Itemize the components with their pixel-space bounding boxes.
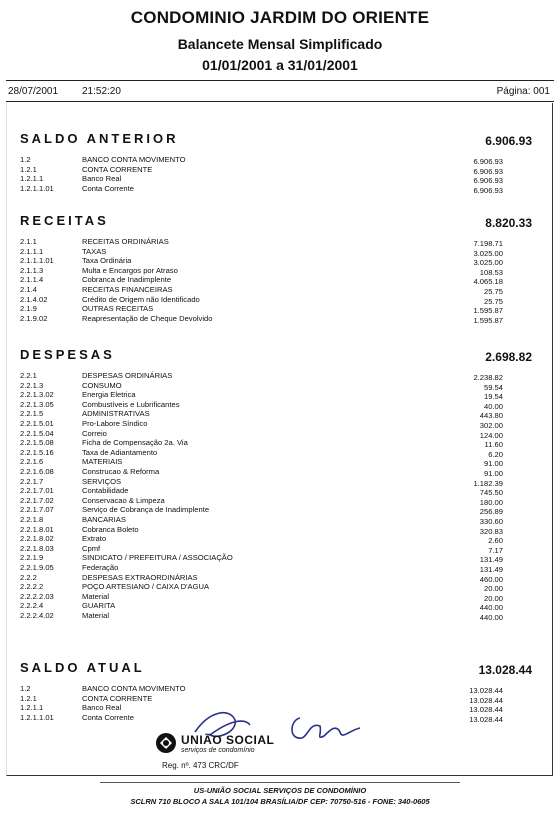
account-row — [0, 295, 560, 305]
account-row — [0, 381, 560, 391]
account-code: 2.1.1 — [20, 237, 37, 246]
account-value: 1.595.87 — [473, 315, 503, 325]
logo-mark-icon — [155, 732, 177, 754]
section-total: 2.698.82 — [485, 350, 532, 364]
account-code: 2.2.1.5.04 — [20, 428, 54, 438]
account-row — [0, 266, 560, 276]
account-value: 25.75 — [483, 296, 503, 306]
account-code: 1.2.1.1 — [20, 174, 44, 184]
account-value: 6.906.93 — [473, 176, 503, 186]
account-description: CONTA CORRENTE — [82, 164, 153, 174]
account-row — [0, 285, 560, 295]
account-row — [0, 611, 560, 621]
account-description: Serviço de Cobrança de Inadimplente — [82, 505, 210, 515]
account-code: 2.2.1.7.07 — [20, 505, 54, 515]
account-value: 180.00 — [479, 497, 503, 507]
account-row — [0, 684, 560, 694]
account-row — [0, 429, 560, 439]
account-description: BANCO CONTA MOVIMENTO — [82, 155, 186, 164]
account-description: Correio — [82, 428, 107, 438]
account-description: CONSUMO — [82, 380, 122, 390]
account-description: BANCO CONTA MOVIMENTO — [82, 684, 186, 693]
account-value: 40.00 — [483, 401, 503, 411]
account-code: 1.2.1.1 — [20, 703, 44, 713]
account-code: 2.2.1.8.02 — [20, 534, 54, 544]
account-row — [0, 496, 560, 506]
account-row — [0, 457, 560, 467]
account-description: Banco Real — [82, 174, 122, 184]
account-code: 2.2.2 — [20, 572, 37, 582]
account-description: Conta Corrente — [82, 712, 134, 722]
account-code: 2.2.1.5.16 — [20, 447, 54, 457]
account-value: 1.595.87 — [473, 306, 503, 316]
account-row — [0, 448, 560, 458]
account-row — [0, 400, 560, 410]
section-title: RECEITAS — [20, 213, 109, 228]
account-value: 91.00 — [483, 469, 503, 478]
account-description: Construcao & Reforma — [82, 467, 160, 476]
account-value: 3.025.00 — [473, 248, 503, 258]
account-value: 302.00 — [479, 421, 503, 430]
account-code: 2.2.2.2.03 — [20, 591, 54, 601]
account-value: 13.028.44 — [469, 705, 503, 715]
section-title: DESPESAS — [20, 347, 115, 362]
account-description: BANCARIAS — [82, 515, 126, 524]
account-value: 443.80 — [479, 411, 503, 421]
account-code: 1.2.1 — [20, 693, 37, 703]
account-row — [0, 467, 560, 477]
account-row — [0, 184, 560, 194]
account-description: Extrato — [82, 534, 107, 544]
account-value: 1.182.39 — [473, 478, 503, 488]
account-code: 2.1.4.02 — [20, 294, 48, 304]
account-value: 20.00 — [483, 593, 503, 603]
account-row — [0, 165, 560, 175]
account-row — [0, 438, 560, 448]
account-code: 2.2.1.5.01 — [20, 419, 54, 428]
account-description: Cobranca Boleto — [82, 524, 139, 534]
account-code: 2.2.1.5 — [20, 409, 44, 419]
account-code: 2.1.1.4 — [20, 275, 44, 285]
account-description: Contabilidade — [82, 486, 129, 496]
account-description: SINDICATO / PREFEITURA / ASSOCIAÇÃO — [82, 553, 233, 563]
account-code: 2.1.1.1 — [20, 246, 44, 256]
account-row — [0, 534, 560, 544]
account-row — [0, 155, 560, 165]
account-description: Cobranca de Inadimplente — [82, 275, 172, 285]
account-row — [0, 592, 560, 602]
account-description: MATERIAIS — [82, 457, 123, 467]
header-divider-bottom — [6, 101, 554, 102]
account-code: 2.2.1.8.03 — [20, 543, 54, 553]
account-code: 1.2 — [20, 155, 31, 164]
print-time: 21:52:20 — [82, 86, 121, 97]
account-code: 2.2.1.8 — [20, 515, 44, 524]
account-description: Federação — [82, 563, 119, 572]
account-row — [0, 371, 560, 381]
account-code: 1.2.1.1.01 — [20, 183, 54, 193]
registration-number: Reg. nº. 473 CRC/DF — [162, 761, 239, 770]
account-value: 131.49 — [479, 565, 503, 574]
account-value: 13.028.44 — [469, 695, 503, 705]
account-row — [0, 544, 560, 554]
section-total: 13.028.44 — [478, 663, 532, 677]
account-row — [0, 563, 560, 573]
account-code: 2.2.1.6 — [20, 457, 44, 467]
account-value: 6.906.93 — [473, 166, 503, 176]
account-description: Cpmf — [82, 543, 101, 553]
account-code: 2.2.1.3.02 — [20, 390, 54, 400]
account-description: Taxa Ordinária — [82, 256, 132, 266]
account-description: DESPESAS ORDINÁRIAS — [82, 371, 173, 380]
account-row — [0, 409, 560, 419]
account-value: 440.00 — [479, 603, 503, 613]
account-value: 7.17 — [488, 545, 503, 555]
condominium-title: CONDOMINIO JARDIM DO ORIENTE — [130, 8, 430, 27]
account-code: 2.2.1.3.05 — [20, 399, 54, 409]
account-description: RECEITAS FINANCEIRAS — [82, 285, 173, 294]
account-code: 2.2.1.8.01 — [20, 524, 54, 534]
account-value: 124.00 — [479, 430, 503, 440]
account-description: Combustíveis e Lubrificantes — [82, 399, 180, 409]
account-description: Multa e Encargos por Atraso — [82, 265, 178, 275]
account-description: Banco Real — [82, 703, 122, 713]
print-date: 28/07/2001 — [8, 86, 59, 97]
account-description: Reapresentação de Cheque Devolvido — [82, 313, 213, 323]
account-description: GUARITA — [82, 601, 116, 611]
account-row — [0, 247, 560, 257]
account-description: POÇO ARTESIANO / CAIXA D'AGUA — [82, 582, 210, 592]
account-row — [0, 601, 560, 611]
account-value: 460.00 — [479, 574, 503, 584]
account-code: 2.2.2.4 — [20, 601, 44, 611]
account-value: 6.20 — [488, 449, 503, 459]
account-row — [0, 256, 560, 266]
account-value: 19.54 — [483, 392, 503, 402]
account-code: 2.2.2.2 — [20, 582, 44, 592]
section-title: SALDO ATUAL — [20, 660, 145, 675]
account-code: 2.1.9 — [20, 304, 37, 314]
account-value: 330.60 — [479, 517, 503, 526]
account-description: OUTRAS RECEITAS — [82, 304, 154, 314]
account-value: 13.028.44 — [469, 714, 503, 724]
account-code: 2.1.4 — [20, 285, 37, 294]
account-value: 25.75 — [483, 287, 503, 296]
footer-address: SCLRN 710 BLOCO A SALA 101/104 BRASÍLIA/DF CEP: 70750-516 - FONE: 340-0605 — [130, 797, 430, 806]
account-code: 1.2.1.1.01 — [20, 712, 54, 722]
account-value: 11.60 — [484, 440, 503, 450]
account-code: 2.1.1.3 — [20, 265, 44, 275]
account-code: 2.2.1.6.08 — [20, 467, 54, 476]
account-description: Crédito de Origem não Identificado — [82, 294, 200, 304]
account-code: 2.1.9.02 — [20, 313, 48, 323]
account-description: TAXAS — [82, 246, 107, 256]
account-value: 440.00 — [479, 613, 503, 622]
account-value: 3.025.00 — [473, 258, 503, 268]
account-code: 2.2.1.9 — [20, 553, 44, 563]
account-value: 745.50 — [479, 488, 503, 498]
account-code: 2.2.2.4.02 — [20, 611, 54, 620]
footer-company: US-UNIÃO SOCIAL SERVIÇOS DE CONDOMÍNIO — [193, 786, 367, 795]
account-row — [0, 237, 560, 247]
account-description: Energia Eletrica — [82, 390, 136, 400]
account-description: DESPESAS EXTRAORDINÁRIAS — [82, 572, 198, 582]
header-divider-top — [6, 80, 554, 81]
account-row — [0, 174, 560, 184]
account-description: RECEITAS ORDINÁRIAS — [82, 237, 169, 246]
account-row — [0, 477, 560, 487]
account-row — [0, 275, 560, 285]
account-value: 7.198.71 — [473, 239, 503, 248]
account-row — [0, 304, 560, 314]
account-description: ADMINISTRATIVAS — [82, 409, 150, 419]
account-row — [0, 525, 560, 535]
account-description: SERVIÇOS — [82, 476, 122, 486]
account-value: 108.53 — [479, 267, 503, 277]
page-number: Página: 001 — [496, 86, 550, 97]
account-value: 59.54 — [483, 382, 503, 392]
logo-tagline: serviços de condomínio — [181, 747, 255, 754]
account-row — [0, 486, 560, 496]
account-code: 2.2.1.9.05 — [20, 563, 54, 572]
account-code: 2.2.1.7.01 — [20, 486, 54, 496]
account-description: Material — [82, 611, 110, 620]
account-code: 2.2.1.5.08 — [20, 438, 54, 448]
section-total: 8.820.33 — [485, 216, 532, 230]
account-code: 1.2 — [20, 684, 31, 693]
account-code: 2.2.1.3 — [20, 380, 44, 390]
account-row — [0, 505, 560, 515]
account-value: 131.49 — [479, 555, 503, 565]
account-code: 2.2.1.7 — [20, 476, 44, 486]
account-row — [0, 582, 560, 592]
account-value: 2.238.82 — [473, 373, 503, 382]
account-description: Taxa de Adiantamento — [82, 447, 158, 457]
account-description: Material — [82, 591, 110, 601]
account-value: 2.60 — [488, 536, 503, 546]
report-period: 01/01/2001 a 31/01/2001 — [202, 57, 358, 73]
account-code: 2.2.1.7.02 — [20, 495, 54, 505]
account-value: 6.906.93 — [473, 185, 503, 195]
account-code: 1.2.1 — [20, 164, 37, 174]
account-value: 20.00 — [483, 584, 503, 594]
report-subtitle: Balancete Mensal Simplificado — [177, 36, 383, 52]
account-description: Conservacao & Limpeza — [82, 495, 165, 505]
account-row — [0, 314, 560, 324]
account-row — [0, 390, 560, 400]
account-description: CONTA CORRENTE — [82, 693, 153, 703]
account-value: 256.89 — [479, 507, 503, 517]
account-value: 91.00 — [483, 459, 503, 469]
account-row — [0, 515, 560, 525]
account-row — [0, 553, 560, 563]
section-title: SALDO ANTERIOR — [20, 131, 179, 146]
account-row — [0, 419, 560, 429]
section-total: 6.906.93 — [485, 134, 532, 148]
account-value: 13.028.44 — [469, 686, 503, 695]
logo-name: UNIÃO SOCIAL — [181, 733, 275, 747]
account-description: Conta Corrente — [82, 183, 134, 193]
account-description: Ficha de Compensação 2a. Via — [82, 438, 188, 448]
account-value: 4.065.18 — [473, 277, 503, 287]
account-row — [0, 573, 560, 583]
account-code: 2.1.1.1.01 — [20, 256, 54, 266]
account-value: 6.906.93 — [473, 157, 503, 166]
account-description: Pro-Labore Síndico — [82, 419, 148, 428]
account-code: 2.2.1 — [20, 371, 37, 380]
account-value: 320.83 — [479, 526, 503, 536]
footer-divider — [100, 782, 460, 783]
